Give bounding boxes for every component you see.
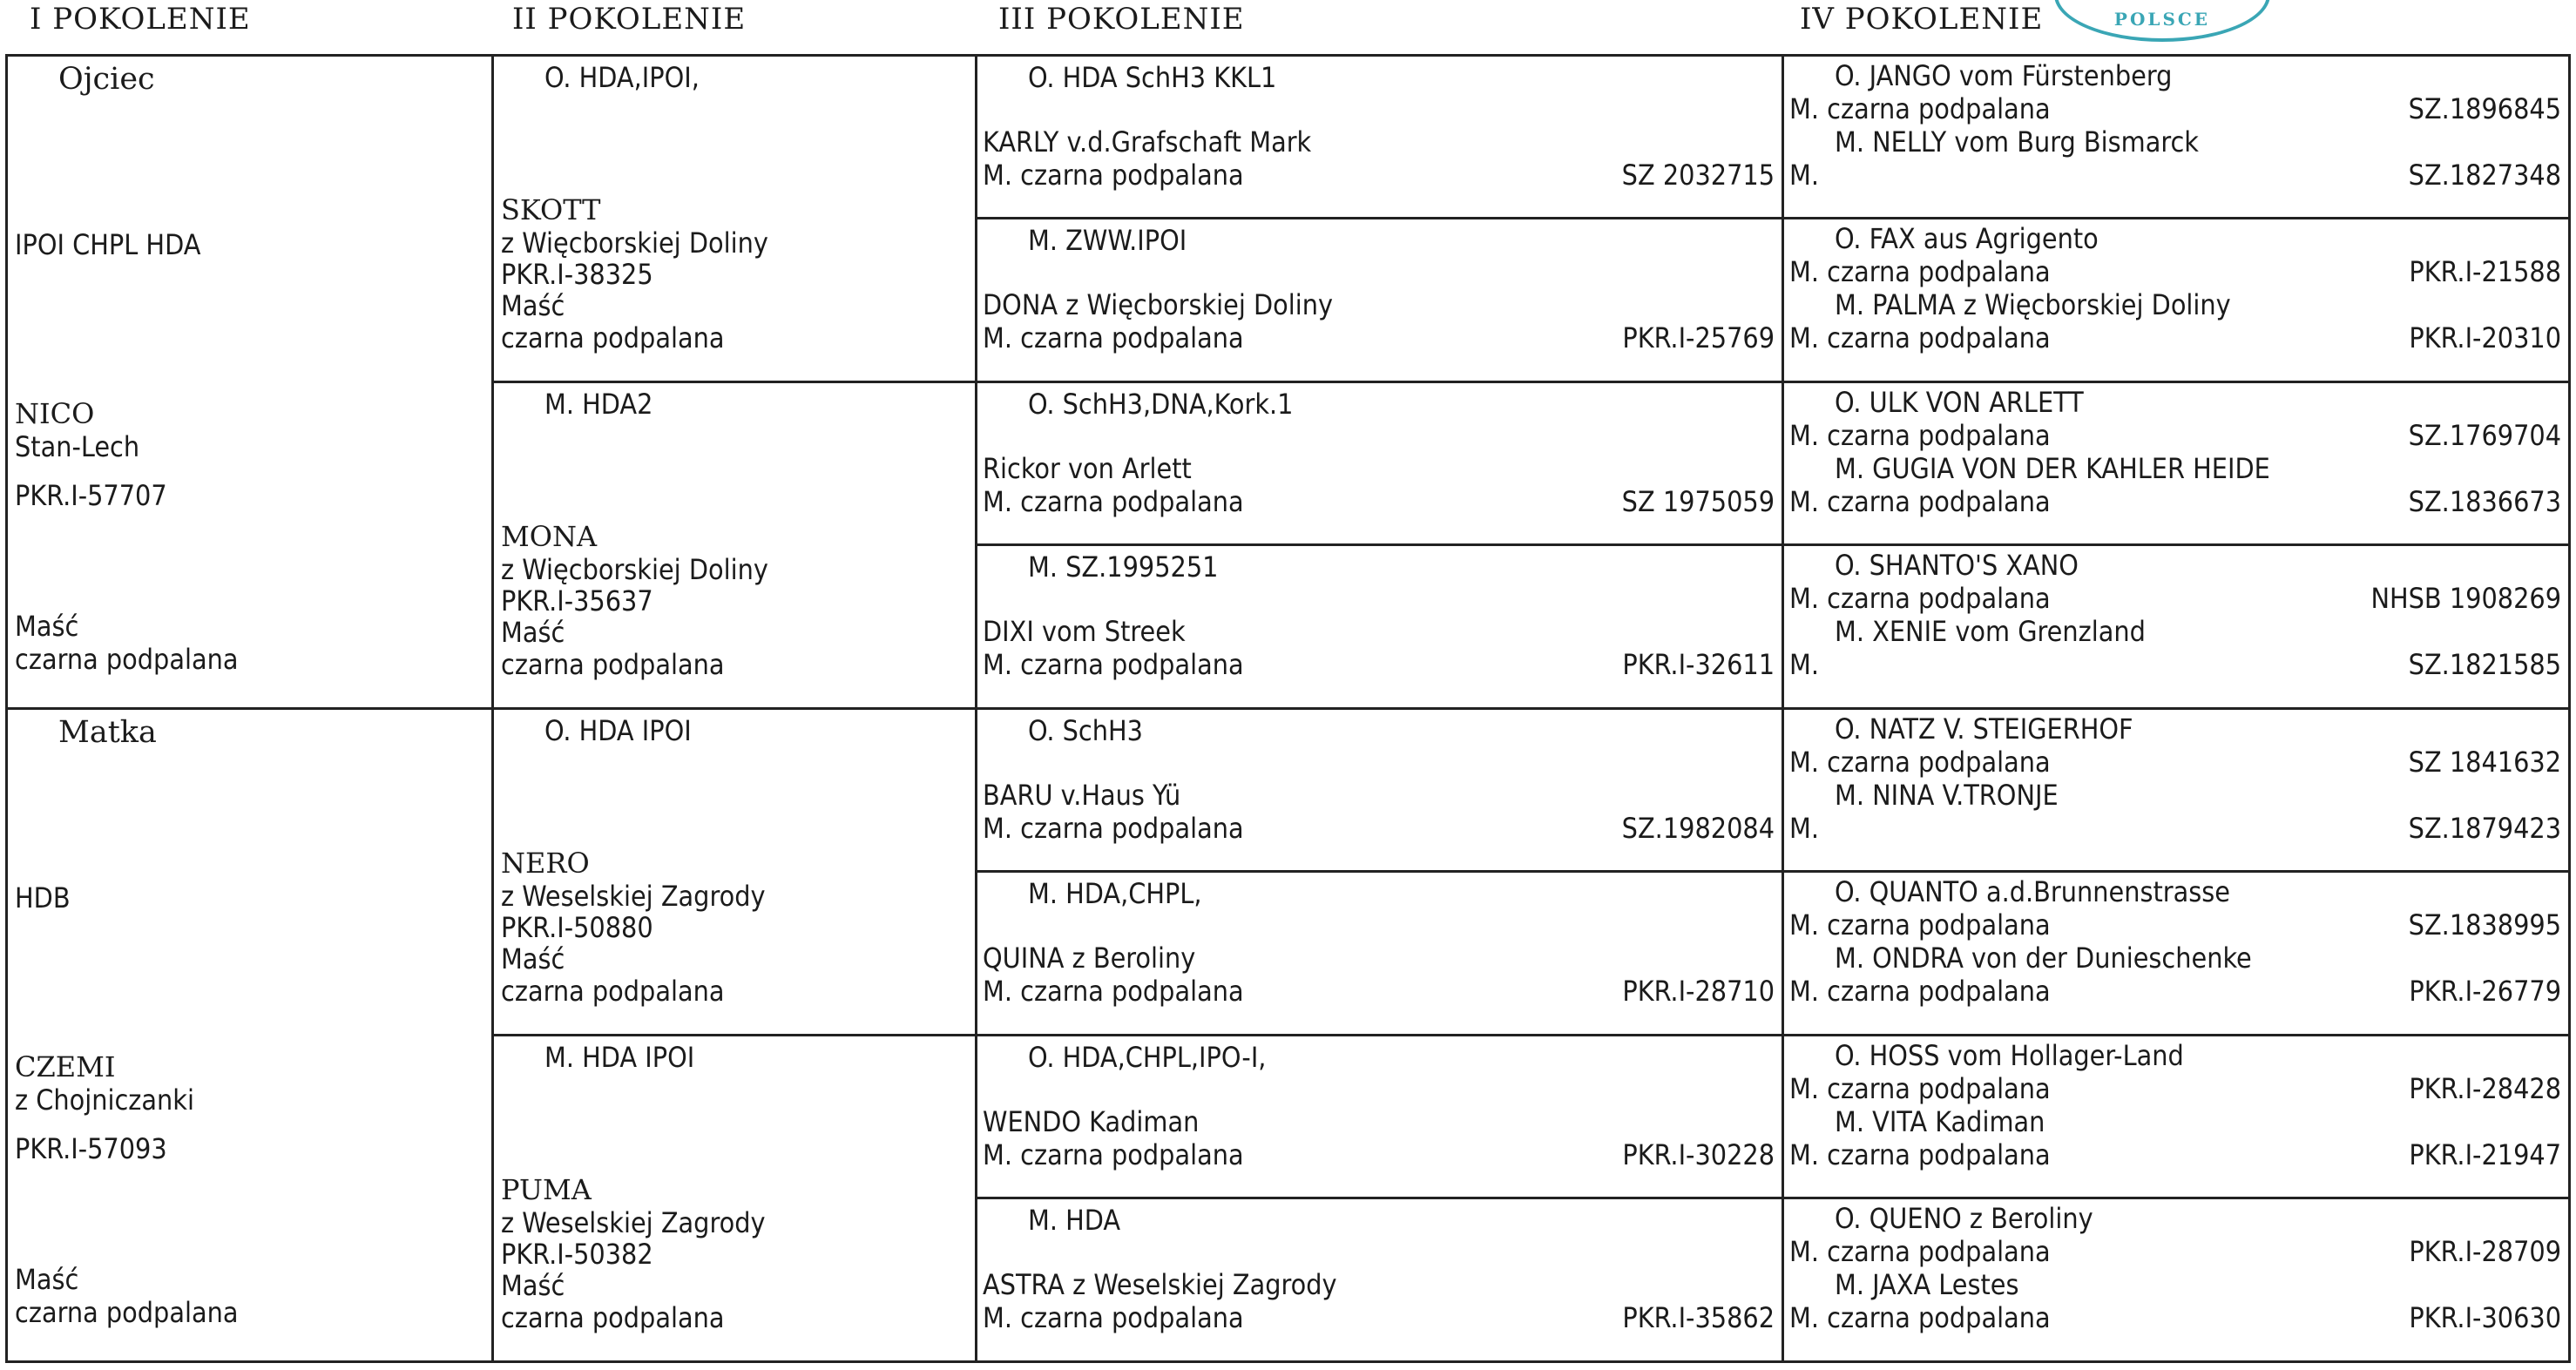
gen4-7-sire-color: M. czarna podpalana <box>1789 1072 2051 1105</box>
gen1-sire-name2: Stan-Lech <box>15 430 140 463</box>
gen3-5-color: M. czarna podpalana <box>983 812 1244 845</box>
gen3-7-color: M. czarna podpalana <box>983 1138 1244 1171</box>
gen4-2-sire-color: M. czarna podpalana <box>1789 255 2051 288</box>
gen4-8-sire: O. QUENO z Beroliny <box>1835 1202 2093 1235</box>
gen1-sire-tests: IPOI CHPL HDA <box>15 228 201 261</box>
gen3-2-reg: PKR.I-25769 <box>1622 321 1775 354</box>
gen1-dam-name2: z Chojniczanki <box>15 1083 194 1117</box>
gen3-5-reg: SZ.1982084 <box>1621 812 1775 845</box>
gen2-1-kennel: z Więcborskiej Doliny <box>501 226 768 260</box>
gen2-1-tests: O. HDA,IPOI, <box>544 61 700 94</box>
gen4-cell-6 <box>1783 872 2570 1036</box>
gen1-dam-cell <box>7 709 493 1362</box>
gen4-6-dam-reg: PKR.I-26779 <box>2409 975 2561 1008</box>
gen3-5-tests: O. SchH3 <box>1028 714 1143 747</box>
gen2-cell-3 <box>493 709 977 1036</box>
gen4-7-dam-color: M. czarna podpalana <box>1789 1138 2051 1171</box>
gen3-8-color: M. czarna podpalana <box>983 1301 1244 1334</box>
gen3-8-reg: PKR.I-35862 <box>1622 1301 1775 1334</box>
gen4-4-dam-reg: SZ.1821585 <box>2408 648 2561 681</box>
gen4-6-dam: M. ONDRA von der Dunieschenke <box>1835 941 2252 975</box>
gen4-6-sire-color: M. czarna podpalana <box>1789 908 2051 941</box>
gen2-4-tests: M. HDA IPOI <box>544 1041 695 1074</box>
gen2-1-color: czarna podpalana <box>501 321 725 354</box>
gen4-1-sire-reg: SZ.1896845 <box>2408 92 2561 125</box>
gen1-sire-title: Ojciec <box>58 62 155 97</box>
gen2-3-reg: PKR.I-50880 <box>501 911 653 944</box>
gen4-6-dam-color: M. czarna podpalana <box>1789 975 2051 1008</box>
gen2-3-kennel: z Weselskiej Zagrody <box>501 880 766 913</box>
gen3-cell-6 <box>977 872 1783 1036</box>
gen3-4-reg: PKR.I-32611 <box>1622 648 1775 681</box>
gen4-3-dam-reg: SZ.1836673 <box>2408 485 2561 518</box>
kennel-stamp <box>2054 0 2270 42</box>
gen3-1-reg: SZ 2032715 <box>1621 159 1775 192</box>
gen1-dam-name: CZEMI <box>15 1050 116 1083</box>
gen4-cell-4 <box>1783 545 2570 709</box>
gen3-2-color: M. czarna podpalana <box>983 321 1244 354</box>
gen2-4-color-label: Maść <box>501 1269 565 1302</box>
gen4-3-dam: M. GUGIA VON DER KAHLER HEIDE <box>1835 452 2270 485</box>
pedigree-table <box>5 54 2571 1363</box>
gen4-4-dam-color: M. <box>1789 648 1819 681</box>
gen1-sire-cell <box>7 56 493 709</box>
gen2-4-kennel: z Weselskiej Zagrody <box>501 1206 766 1239</box>
gen4-8-dam: M. JAXA Lestes <box>1835 1268 2019 1301</box>
header-gen4: IV POKOLENIE <box>1800 2 2044 37</box>
gen4-7-dam-reg: PKR.I-21947 <box>2409 1138 2561 1171</box>
gen3-4-color: M. czarna podpalana <box>983 648 1244 681</box>
gen4-5-sire-color: M. czarna podpalana <box>1789 746 2051 779</box>
gen4-2-dam-reg: PKR.I-20310 <box>2409 321 2561 354</box>
gen4-3-sire: O. ULK VON ARLETT <box>1835 386 2084 419</box>
gen1-sire-color: czarna podpalana <box>15 643 239 676</box>
gen2-2-name: MONA <box>501 520 598 553</box>
gen4-2-dam: M. PALMA z Więcborskiej Doliny <box>1835 288 2231 321</box>
gen2-cell-1 <box>493 56 977 382</box>
gen4-7-sire: O. HOSS vom Hollager-Land <box>1835 1039 2184 1072</box>
gen4-cell-2 <box>1783 219 2570 382</box>
gen1-dam-reg: PKR.I-57093 <box>15 1132 167 1165</box>
gen3-4-name: DIXI vom Streek <box>983 615 1186 648</box>
gen3-3-color: M. czarna podpalana <box>983 485 1244 518</box>
gen3-3-reg: SZ 1975059 <box>1621 485 1775 518</box>
gen3-1-color: M. czarna podpalana <box>983 159 1244 192</box>
gen4-cell-5 <box>1783 709 2570 872</box>
gen4-3-sire-reg: SZ.1769704 <box>2408 419 2561 452</box>
gen4-5-dam-color: M. <box>1789 812 1819 845</box>
gen4-4-sire-reg: NHSB 1908269 <box>2370 582 2561 615</box>
gen1-sire-name: NICO <box>15 397 95 430</box>
gen4-1-sire-color: M. czarna podpalana <box>1789 92 2051 125</box>
gen3-3-tests: O. SchH3,DNA,Kork.1 <box>1028 388 1294 421</box>
gen4-1-dam-reg: SZ.1827348 <box>2408 159 2561 192</box>
gen1-dam-color-label: Maść <box>15 1263 79 1296</box>
gen2-2-tests: M. HDA2 <box>544 388 653 421</box>
gen4-4-dam: M. XENIE vom Grenzland <box>1835 615 2146 648</box>
gen4-3-dam-color: M. czarna podpalana <box>1789 485 2051 518</box>
gen4-8-sire-color: M. czarna podpalana <box>1789 1235 2051 1268</box>
gen3-6-color: M. czarna podpalana <box>983 975 1244 1008</box>
gen1-dam-tests: HDB <box>15 881 71 914</box>
gen2-4-name: PUMA <box>501 1173 592 1206</box>
gen3-1-tests: O. HDA SchH3 KKL1 <box>1028 61 1277 94</box>
gen1-sire-color-label: Maść <box>15 610 79 643</box>
gen3-cell-2 <box>977 219 1783 382</box>
gen4-4-sire: O. SHANTO'S XANO <box>1835 549 2079 582</box>
gen4-5-sire: O. NATZ V. STEIGERHOF <box>1835 712 2133 746</box>
gen4-2-sire-reg: PKR.I-21588 <box>2409 255 2561 288</box>
gen4-5-dam-reg: SZ.1879423 <box>2408 812 2561 845</box>
gen2-2-kennel: z Więcborskiej Doliny <box>501 553 768 586</box>
gen2-3-color: czarna podpalana <box>501 975 725 1008</box>
gen4-6-sire: O. QUANTO a.d.Brunnenstrasse <box>1835 875 2230 908</box>
gen4-4-sire-color: M. czarna podpalana <box>1789 582 2051 615</box>
gen3-7-reg: PKR.I-30228 <box>1622 1138 1775 1171</box>
gen2-cell-2 <box>493 382 977 709</box>
gen4-7-sire-reg: PKR.I-28428 <box>2409 1072 2561 1105</box>
gen3-cell-1 <box>977 56 1783 219</box>
gen4-2-sire: O. FAX aus Agrigento <box>1835 222 2099 255</box>
gen4-6-sire-reg: SZ.1838995 <box>2408 908 2561 941</box>
gen4-cell-3 <box>1783 382 2570 545</box>
header-gen1: I POKOLENIE <box>30 2 251 37</box>
gen4-1-sire: O. JANGO vom Fürstenberg <box>1835 59 2173 92</box>
gen4-1-dam-color: M. <box>1789 159 1819 192</box>
gen1-dam-color: czarna podpalana <box>15 1296 239 1329</box>
gen4-8-dam-reg: PKR.I-30630 <box>2409 1301 2561 1334</box>
gen3-cell-3 <box>977 382 1783 545</box>
header-gen2: II POKOLENIE <box>512 2 747 37</box>
gen1-sire-reg: PKR.I-57707 <box>15 479 167 512</box>
gen4-1-dam: M. NELLY vom Burg Bismarck <box>1835 125 2199 159</box>
gen2-cell-4 <box>493 1036 977 1362</box>
gen2-1-name: SKOTT <box>501 193 601 226</box>
gen2-2-color-label: Maść <box>501 616 565 649</box>
gen2-4-reg: PKR.I-50382 <box>501 1238 653 1271</box>
gen3-8-tests: M. HDA <box>1028 1204 1121 1237</box>
gen4-5-sire-reg: SZ 1841632 <box>2408 746 2561 779</box>
gen3-6-reg: PKR.I-28710 <box>1622 975 1775 1008</box>
gen3-7-tests: O. HDA,CHPL,IPO-I, <box>1028 1041 1267 1074</box>
gen3-3-name: Rickor von Arlett <box>983 452 1192 485</box>
gen4-8-dam-color: M. czarna podpalana <box>1789 1301 2051 1334</box>
gen4-cell-1 <box>1783 56 2570 219</box>
gen2-1-color-label: Maść <box>501 289 565 322</box>
gen3-7-name: WENDO Kadiman <box>983 1105 1200 1138</box>
gen3-1-name: KARLY v.d.Grafschaft Mark <box>983 125 1312 159</box>
gen3-4-tests: M. SZ.1995251 <box>1028 550 1219 584</box>
gen3-8-name: ASTRA z Weselskiej Zagrody <box>983 1268 1337 1301</box>
gen2-2-reg: PKR.I-35637 <box>501 584 653 618</box>
gen3-cell-8 <box>977 1198 1783 1362</box>
gen4-8-sire-reg: PKR.I-28709 <box>2409 1235 2561 1268</box>
gen4-cell-8 <box>1783 1198 2570 1362</box>
gen2-2-color: czarna podpalana <box>501 648 725 681</box>
gen3-6-name: QUINA z Beroliny <box>983 941 1196 975</box>
gen4-2-dam-color: M. czarna podpalana <box>1789 321 2051 354</box>
gen3-cell-4 <box>977 545 1783 709</box>
gen4-3-sire-color: M. czarna podpalana <box>1789 419 2051 452</box>
gen2-3-tests: O. HDA IPOI <box>544 714 692 747</box>
gen3-6-tests: M. HDA,CHPL, <box>1028 877 1202 910</box>
gen3-2-tests: M. ZWW.IPOI <box>1028 224 1187 257</box>
gen3-2-name: DONA z Więcborskiej Doliny <box>983 288 1334 321</box>
header-gen3: III POKOLENIE <box>998 2 1245 37</box>
gen2-4-color: czarna podpalana <box>501 1301 725 1334</box>
stamp-text: POLSCE <box>2113 9 2211 30</box>
gen2-1-reg: PKR.I-38325 <box>501 258 653 291</box>
gen1-dam-title: Matka <box>58 715 157 750</box>
gen2-3-name: NERO <box>501 847 590 880</box>
gen4-7-dam: M. VITA Kadiman <box>1835 1105 2045 1138</box>
gen4-5-dam: M. NINA V.TRONJE <box>1835 779 2059 812</box>
gen2-3-color-label: Maść <box>501 942 565 975</box>
gen3-cell-7 <box>977 1036 1783 1198</box>
gen3-cell-5 <box>977 709 1783 872</box>
gen3-5-name: BARU v.Haus Yü <box>983 779 1181 812</box>
gen4-cell-7 <box>1783 1036 2570 1198</box>
